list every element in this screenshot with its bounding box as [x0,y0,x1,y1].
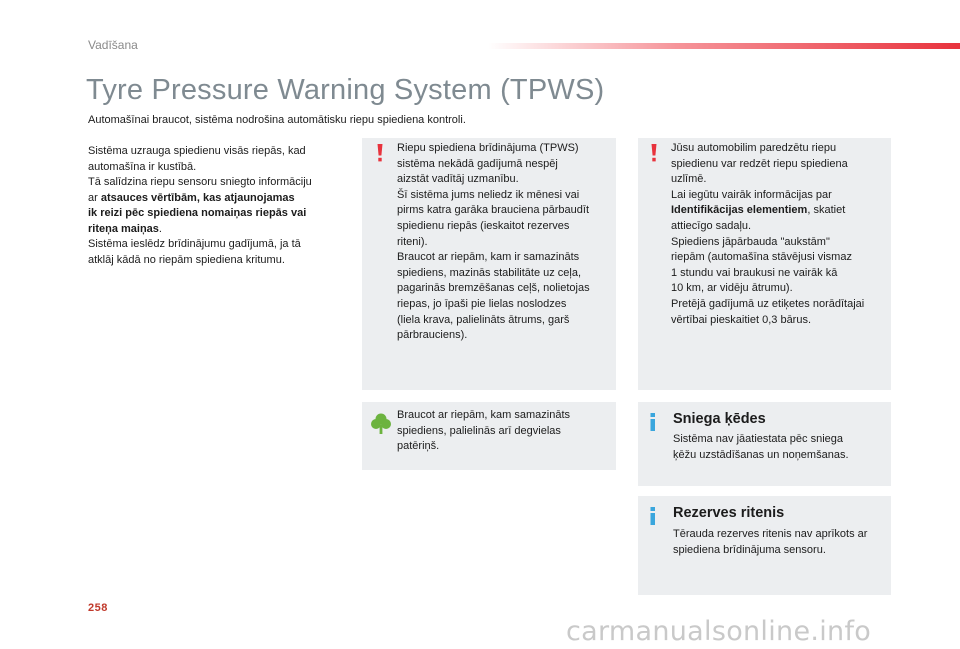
text-line: Tērauda rezerves ritenis nav aprīkots ar [673,528,868,540]
warning-box-tpws [362,138,616,390]
bold-span: riteņa maiņas [88,222,159,235]
text-line: Sistēma ieslēdz brīdinājumu gadījumā, ja tā [88,238,301,250]
text-line: (liela krava, palielināts ātrums, garš [397,313,570,326]
text-line: Spiediens jāpārbauda "aukstām" [671,235,830,248]
page-number: 258 [88,602,108,614]
leaf-icon [370,412,392,434]
text-line: riepām (automašīna stāvējusi vismaz [671,251,852,264]
header-accent-bar [488,43,960,49]
watermark: carmanualsonline.info [566,616,872,647]
snow-chains-box [638,402,891,486]
text-line [671,203,887,219]
section-label: Vadīšana [88,38,138,52]
eco-tip-text [397,408,611,455]
text-line: atklāj kādā no riepām spiediena kritumu. [88,253,285,266]
text-span: ar [88,191,101,204]
text-line: pirms katra garāka brauciena pārbaudīt [397,204,589,217]
text-line [88,222,350,238]
intro-text: Automašīnai braucot, sistēma nodrošina automātisku riepu spiediena kontroli. [88,114,466,126]
text-line: Tā salīdzina riepu sensoru sniegto informāciju [88,176,312,188]
text-line: spiedienu riepās (ieskaitot rezerves [397,219,570,232]
text-line [88,206,350,222]
warning-box-text [671,141,887,328]
eco-tip-box [362,402,616,470]
text-line: spiediena brīdinājuma sensoru. [673,543,826,556]
spare-wheel-heading: Rezerves ritenis [673,505,785,521]
text-line: Lai iegūtu vairāk informācijas par [671,188,832,201]
left-column-text [88,144,350,268]
bold-span: Identifikācijas elementiem [671,204,808,217]
page-title: Tyre Pressure Warning System (TPWS) [86,74,605,106]
exclamation-icon [376,144,384,162]
text-line: Pretējā gadījumā uz etiķetes norādītajai [671,297,865,310]
text-line: sistēma nekādā gadījumā nespēj [397,157,558,170]
text-span: . [158,222,162,235]
info-icon [649,413,657,431]
bold-span: ik reizi pēc spiediena nomaiņas riepās vai [88,207,307,219]
text-line: Sistēma uzrauga spiedienu visās riepās, kad [88,145,306,157]
text-line: Sistēma nav jāatiestata pēc sniega [673,433,843,445]
bold-span: atsauces vērtībām, kas atjaunojamas [100,191,295,204]
text-line: spiediens, palielinās arī degvielas [397,424,561,437]
spare-wheel-box [638,496,891,595]
text-line: 1 stundu vai braukusi ne vairāk kā [671,266,838,279]
text-line: riteni). [397,235,428,248]
text-span: , skatiet [807,204,846,217]
text-line: ķēžu uzstādīšanas un noņemšanas. [673,448,849,461]
text-line: automašīna ir kustībā. [88,160,197,173]
spare-wheel-text [673,527,889,558]
info-icon [649,507,657,525]
text-line: Braucot ar riepām, kam ir samazināts [397,251,580,264]
text-line: aizstāt vadītāj uzmanību. [397,173,519,186]
text-line: riepas, jo īpaši pie lielas noslodzes [397,297,567,310]
text-line: attiecīgo sadaļu. [671,219,752,232]
text-line: uzlīmē. [671,173,707,186]
text-line: 10 km, ar vidēju ātrumu). [671,282,793,295]
exclamation-icon [650,144,658,162]
text-line [88,191,350,207]
text-line: Šī sistēma jums neliedz ik mēnesi vai [397,188,580,201]
snow-chains-heading: Sniega ķēdes [673,411,766,427]
text-line: spiedienu var redzēt riepu spiediena [671,157,848,170]
text-line: Braucot ar riepām, kam samazināts [397,409,571,421]
text-line: Jūsu automobilim paredzētu riepu [671,142,837,154]
text-line: Riepu spiediena brīdinājuma (TPWS) [397,142,579,154]
text-line: vērtībai pieskaitiet 0,3 bārus. [671,313,812,326]
text-line: spiediens, mazinās stabilitāte uz ceļa, [397,266,582,279]
text-line: pārbrauciens). [397,329,468,342]
text-line: pagarinās bremzēšanas ceļš, nolietojas [397,282,590,295]
snow-chains-text [673,432,887,463]
warning-box-pressure-label [638,138,891,390]
warning-box-text [397,141,611,344]
text-line: patēriņš. [397,440,440,453]
